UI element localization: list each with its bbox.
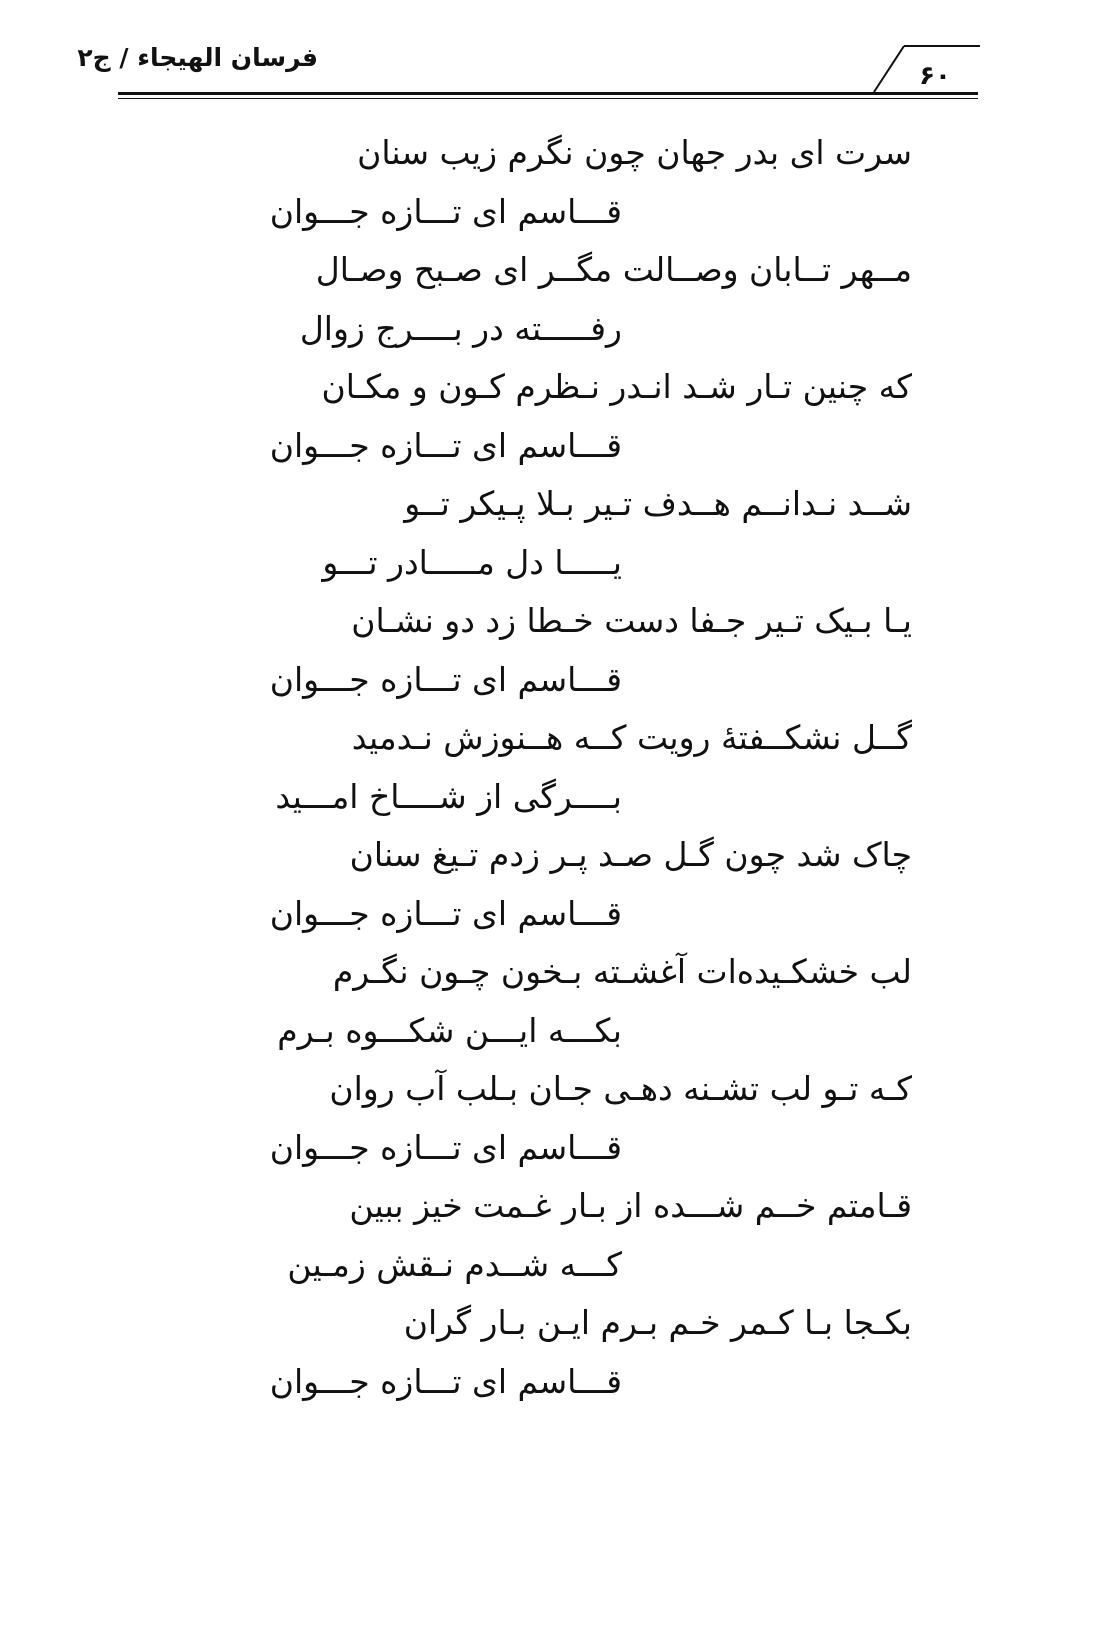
verse-line: گــل نشکــفتهٔ رویت کــه هــنوزش نـدمید bbox=[351, 718, 912, 757]
verse-line: بکـجا بـا کـمر خـم بـرم ایـن بـار گران bbox=[403, 1303, 912, 1342]
verse-refrain-line: قـــاسم ای تـــازه جـــوان bbox=[269, 426, 622, 465]
verse-line: چاک شد چون گـل صـد پـر زدم تـیغ سنان bbox=[349, 835, 912, 874]
verse-line: لب خشکـیده‌ات آغشـته بـخون چـون نگـرم bbox=[332, 952, 912, 991]
verse-line: یـا بـیک تـیر جـفا دست خـطا زد دو نشـان bbox=[351, 601, 912, 640]
verse-refrain-line: قـــاسم ای تـــازه جـــوان bbox=[269, 1362, 622, 1401]
verse-refrain-line: قـــاسم ای تـــازه جـــوان bbox=[269, 1128, 622, 1167]
verse-line: شــد نـدانــم هــدف تـیر بـلا پـیکر تــو bbox=[404, 484, 912, 523]
verse-line: قـامتم خــم شـــده از بـار غـمت خیز ببین bbox=[349, 1186, 912, 1225]
page-number: ۶۰ bbox=[919, 61, 951, 91]
verse-line: سرت ای بدر جهان چون نگرم زیب سنان bbox=[357, 133, 912, 172]
verse-refrain-line: قـــاسم ای تـــازه جـــوان bbox=[269, 660, 622, 699]
running-head-title: فرسان الهیجاء / ج۲ bbox=[77, 43, 318, 72]
verse-line: کـه تـو لب تشـنه دهـی جـان بـلب آب روان bbox=[329, 1069, 912, 1108]
verse-refrain-line: رفـــــته در بــــرج زوال bbox=[299, 309, 622, 348]
verse-refrain-line: کـــه شــدم نـقش زمـین bbox=[287, 1245, 622, 1284]
verse-refrain-line: بــــرگی از شــــاخ امـــید bbox=[275, 777, 622, 816]
verse-refrain-line: قـــاسم ای تـــازه جـــوان bbox=[269, 894, 622, 933]
verse-refrain-line: بکـــه ایـــن شکـــوه بـرم bbox=[277, 1011, 622, 1050]
verse-line: که چنین تـار شـد انـدر نـظرم کـون و مکـان bbox=[321, 367, 912, 406]
verse-refrain-line: قـــاسم ای تـــازه جـــوان bbox=[269, 192, 622, 231]
verse-line: مــهر تــابان وصــالت مگــر ای صـبح وصـال bbox=[315, 250, 912, 289]
verse-refrain-line: یـــــا دل مـــــادر تـــو bbox=[322, 543, 622, 582]
